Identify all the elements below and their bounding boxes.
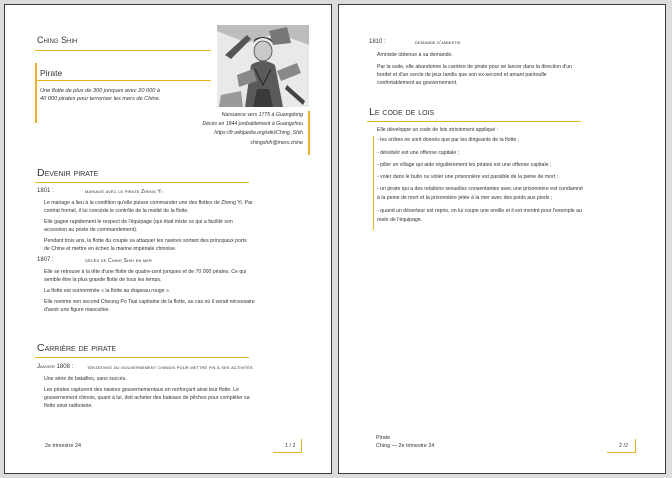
paragraph-line: La flotte est surnommée « la flotte au drapeau rouge ». bbox=[44, 288, 171, 294]
footer-title: Pirate bbox=[376, 435, 391, 441]
paragraph-line: gouvernement chinois, quant à lui, doit acheter des bateaux de pêches pour compléter sa bbox=[44, 395, 250, 401]
paragraph-line: d'avoir une figure masculine. bbox=[44, 307, 110, 313]
meta-right-border bbox=[308, 111, 310, 155]
section-title-code-de-lois: Le code de lois bbox=[369, 106, 435, 118]
section-title-devenir-pirate: Devenir pirate bbox=[37, 167, 99, 179]
paragraph-line: Elle se retrouve à la tête d'une flotte de quatre-cent jonques et de 70 000 pirates. Ce qui bbox=[44, 269, 247, 275]
event-date: 1810 : bbox=[369, 39, 386, 45]
paragraph-line: Par la suite, elle abandonne la carrière de pirate pour se lancer dans la direction d'un bbox=[377, 64, 573, 70]
rule-item: - piller un village qui aide régulièrement les pirates est une offense capitale ; bbox=[377, 162, 552, 168]
rule-item: - désobéir est une offense capitale ; bbox=[377, 150, 460, 156]
rule-item-continued: reste de l'équipage. bbox=[377, 217, 423, 223]
paragraph-line: Elle nomme son second Cheung Po Tsai capitaine de la flotte, au cas où il serait nécessaire bbox=[44, 299, 255, 305]
paragraph-line: accession au poste de commandement). bbox=[44, 227, 138, 233]
paragraph-line: semble être la plus grande flotte de tous les temps. bbox=[44, 277, 162, 283]
footer-accent-vertical bbox=[301, 439, 302, 453]
section-title-carriere: Carrière de pirate bbox=[37, 342, 117, 354]
footer-date: 2e trimestre 24 bbox=[45, 443, 81, 449]
section-underline bbox=[35, 357, 249, 358]
rules-left-border bbox=[373, 136, 374, 230]
footer-accent-horizontal bbox=[273, 452, 302, 453]
paragraph-line: Amnistie obtenue à sa demande. bbox=[377, 52, 453, 58]
card-divider bbox=[35, 80, 211, 81]
portrait-image bbox=[217, 25, 309, 107]
page-number: 1 / 2 bbox=[285, 443, 296, 449]
person-name: Ching Shih bbox=[37, 35, 78, 45]
rule-item: - un pirate qui a des relations sexuelles consentantes avec une prisonnière est condamné bbox=[377, 186, 583, 192]
paragraph-line: Une série de batailles, sans succès. bbox=[44, 376, 127, 382]
wiki-link[interactable]: https://fr.wikipedia.org/wiki/Ching_Shih bbox=[214, 130, 303, 136]
birth-info: Naissance vers 1775 à Guangdong bbox=[221, 112, 303, 118]
paragraph-line: Elle gagne rapidement le respect de l'équipage (qui était mixte ce qui a facilité son bbox=[44, 219, 233, 225]
paragraph-line: contrat formel, il lui concède le contrôle de la moitié de la flotte. bbox=[44, 208, 189, 214]
footer-accent-horizontal bbox=[607, 452, 636, 453]
paragraph-line: confortablement au gouvernement. bbox=[377, 80, 458, 86]
paragraph-line: Pendant trois ans, la flotte du couple va attaquer les navires sortant des principaux ports bbox=[44, 238, 247, 244]
paragraph-line: Elle développe un code de lois strictement appliqué : bbox=[377, 127, 499, 133]
paragraph-line: bordel et d'un cercle de jeux tandis que son ex-second et amant pantoufle bbox=[377, 72, 547, 78]
name-underline bbox=[35, 50, 211, 51]
email-link[interactable]: chingshih@mers.chine bbox=[250, 140, 303, 146]
rule-item: - voler dans le butin ou violer une prisonnière est passible de la peine de mort ; bbox=[377, 174, 559, 180]
event-subtitle: mariage avec le pirate Zheng Yi bbox=[85, 189, 163, 195]
card-text-line-1: Une flotte de plus de 300 jonques avec 20 000 à bbox=[40, 88, 161, 94]
document-page-1 bbox=[4, 4, 332, 474]
card-text-line-2: 40 000 pirates pour terroriser les mers de Chine. bbox=[40, 96, 161, 102]
event-subtitle: tentatives du gouvernement chinois pour mettre fin à ses activités bbox=[87, 365, 253, 371]
paragraph-line: de Chine et mettre en échec la marine impériale chinoise. bbox=[44, 246, 177, 252]
event-date: Janvier 1808 : bbox=[37, 364, 74, 370]
event-subtitle: décès de Ching Shih en mer bbox=[85, 258, 153, 264]
paragraph-line: Le mariage a lieu à la condition qu'elle puisse commander une des flottes de Zheng Yi. Par bbox=[44, 200, 253, 206]
paragraph-line: Les pirates capturent des navires gouvernementaux en renforçant ainsi leur flotte. Le bbox=[44, 387, 239, 393]
section-underline bbox=[367, 121, 581, 122]
page-number: 2 /2 bbox=[619, 443, 628, 449]
card-title: Pirate bbox=[40, 68, 63, 78]
section-underline bbox=[35, 182, 249, 183]
rule-item: - quand un déserteur est repris, on lui coupe une oreille et il est montré pour l'exemple au bbox=[377, 208, 582, 214]
death-info: Décès en 1844 probablement à Guangzhou bbox=[202, 121, 303, 127]
footer-date: Ching — 2e trimestre 24 bbox=[376, 443, 435, 449]
rule-item-continued: à la peine de mort et la prisonnière jetée à la mer avec des poids aux pieds ; bbox=[377, 195, 553, 201]
portrait-drawing bbox=[217, 25, 309, 107]
footer-accent-vertical bbox=[635, 439, 636, 453]
card-left-border bbox=[35, 63, 37, 123]
document-page-2 bbox=[338, 4, 666, 474]
event-date: 1807 : bbox=[37, 257, 54, 263]
paragraph-line: flotte ainsi ratiboisée. bbox=[44, 403, 93, 409]
rule-item: - les ordres ne sont donnés que par les dirigeants de la flotte ; bbox=[377, 137, 520, 143]
event-date: 1801 : bbox=[37, 188, 54, 194]
event-subtitle: demande d'amnistie bbox=[415, 40, 461, 46]
